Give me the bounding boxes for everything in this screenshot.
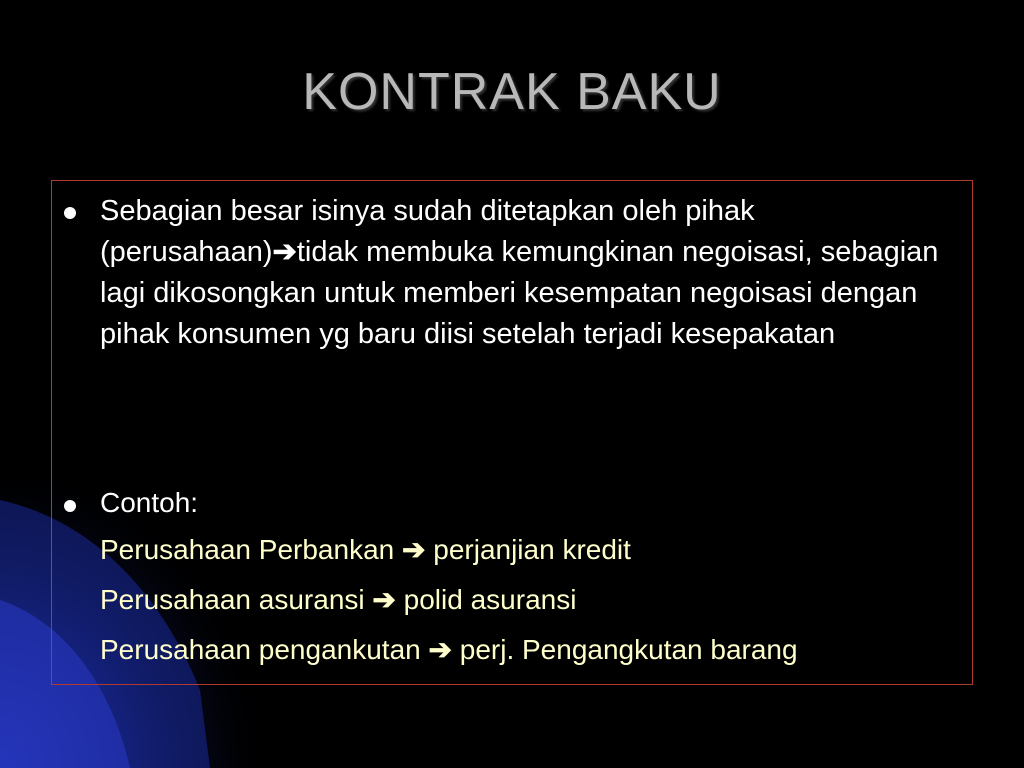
- example-line-2: [100, 580, 576, 620]
- example-2-right: polid asuransi: [403, 584, 577, 615]
- bullet-1-after: tidak membuka kemungkinan negoisasi, sebagian lagi dikosongkan untuk memberi kesempatan negoisasi dengan pihak konsumen yg baru diisi setelah terjadi kesepakatan: [100, 236, 939, 350]
- example-3-left: Perusahaan pengankutan: [100, 634, 421, 665]
- arrow-icon: ➔: [272, 236, 297, 268]
- bullet-dot: [64, 500, 76, 512]
- arrow-icon: ➔: [402, 534, 426, 565]
- bullet-dot: [64, 207, 76, 219]
- example-line-1: [100, 530, 631, 570]
- arrow-icon: ➔: [428, 634, 452, 665]
- example-3-right: perj. Pengangkutan barang: [459, 634, 798, 665]
- arrow-icon: ➔: [372, 584, 396, 615]
- bullet-1-before: Sebagian besar isinya sudah ditetapkan oleh pihak (perusahaan): [100, 195, 755, 268]
- example-1-right: perjanjian kredit: [433, 534, 631, 565]
- example-2-left: Perusahaan asuransi: [100, 584, 365, 615]
- bullet-text-1: [100, 191, 970, 355]
- example-line-3: [100, 630, 798, 670]
- example-1-left: Perusahaan Perbankan: [100, 534, 395, 565]
- slide-title: KONTRAK BAKU: [302, 63, 722, 121]
- bullet-text-2: Contoh:: [100, 487, 199, 518]
